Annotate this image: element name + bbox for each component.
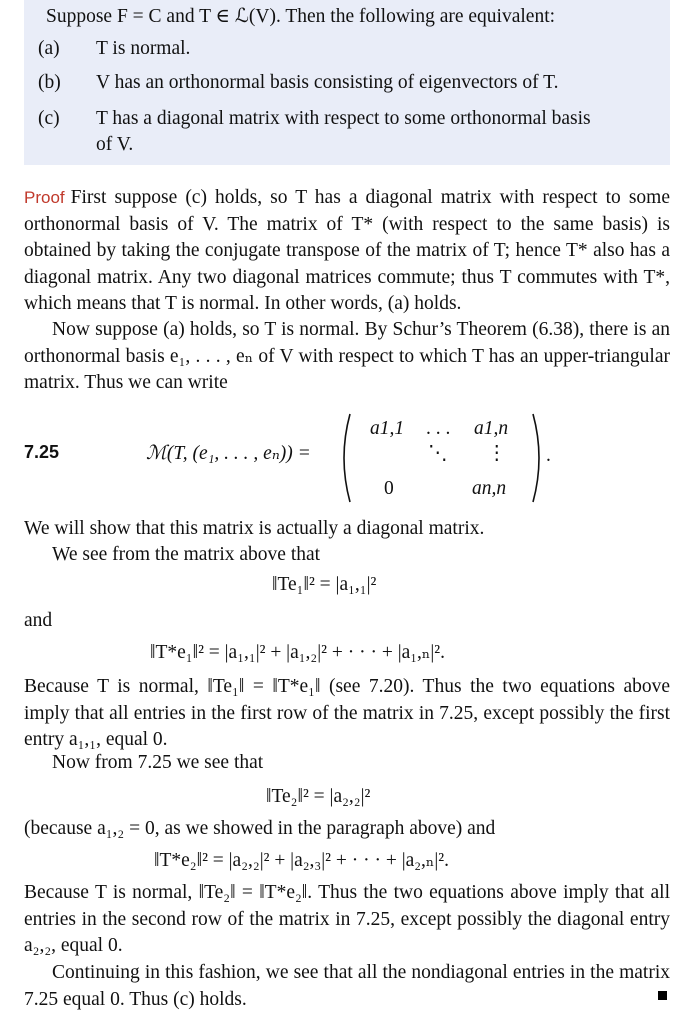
matrix-a1n: a1,n (474, 418, 509, 439)
proof-text: Because T is normal, ‖Te₂‖ = ‖T*e₂‖. Thus the two equations above imply that all entries in the second row of the matrix in 7.25, except possibly the diagonal entry a₂,₂, equal 0. (24, 882, 670, 956)
proof-paragraph-1 (24, 185, 670, 318)
proof-label: Proof (24, 188, 65, 207)
item-label: (a) (38, 38, 60, 59)
item-text-line1: T has a diagonal matrix with respect to some orthonormal basis (96, 108, 591, 129)
equation-1: ‖Te₁‖² = |a₁,₁|² (272, 574, 377, 595)
theorem-box (24, 0, 670, 165)
matrix-ddots: ⋱ (428, 443, 448, 464)
matrix-vdots: ⋮ (487, 443, 507, 464)
item-text-line2: of V. (96, 134, 134, 155)
matrix-lhs: ℳ(T, (e₁, . . . , eₙ)) = (146, 443, 311, 464)
item-label: (b) (38, 72, 61, 93)
theorem-statement: Suppose F = C and T ∈ ℒ(V). Then the following are equivalent: (46, 6, 556, 27)
proof-text: Because T is normal, ‖Te₁‖ = ‖T*e₁‖ (see 7.20). Thus the two equations above imply that all entries in the first row of the matrix in 7.25, except possibly the first entry a₁,₁, equal 0. (24, 676, 670, 750)
proof-text: Continuing in this fashion, we see that all the nondiagonal entries in the matrix 7.25 equal 0. Thus (c) holds. (24, 962, 670, 1010)
item-text: V has an orthonormal basis consisting of eigenvectors of T. (96, 72, 559, 93)
proof-text: First suppose (c) holds, so T has a diagonal matrix with respect to some orthonormal basis of V. The matrix of T* (with respect to the same basis) is obtained by taking the conjugate transpose of the matrix of T; hence T* also has a diagonal matrix. Any two diagonal matrices commute; thus T commutes with T*, which means that T is normal. In other words, (a) holds. (24, 187, 670, 314)
proof-paragraph-5 (24, 674, 670, 754)
matrix-dots: . . . (426, 418, 451, 439)
equation-2: ‖T*e₁‖² = |a₁,₁|² + |a₁,₂|² + · · · + |a₁,ₙ|². (150, 642, 445, 663)
qed-square-icon (658, 991, 667, 1000)
equation-number: 7.25 (24, 442, 60, 462)
proof-text: Now suppose (a) holds, so T is normal. By Schur’s Theorem (6.38), there is an orthonormal basis e₁, . . . , eₙ of V with respect to which T has an upper-triangular matrix. Thus we can write (24, 319, 670, 393)
proof-paragraph-9 (24, 960, 670, 1013)
proof-text: We see from the matrix above that (52, 544, 321, 565)
equation-3: ‖Te₂‖² = |a₂,₂|² (266, 786, 371, 807)
item-text: T is normal. (96, 38, 191, 59)
matrix-zero: 0 (384, 478, 394, 499)
proof-text: (because a₁,₂ = 0, as we showed in the paragraph above) and (24, 818, 496, 839)
proof-text: Now from 7.25 we see that (52, 752, 264, 773)
proof-paragraph-2 (24, 317, 670, 397)
and-text: and (24, 610, 53, 631)
equation-4: ‖T*e₂‖² = |a₂,₂|² + |a₂,₃|² + · · · + |a₂,ₙ|². (154, 850, 449, 871)
proof-text: We will show that this matrix is actually a diagonal matrix. (24, 518, 485, 539)
matrix-ann: an,n (472, 478, 507, 499)
matrix-a11: a1,1 (370, 418, 405, 439)
item-label: (c) (38, 108, 60, 129)
matrix-period: . (546, 445, 551, 466)
proof-paragraph-8 (24, 880, 670, 960)
